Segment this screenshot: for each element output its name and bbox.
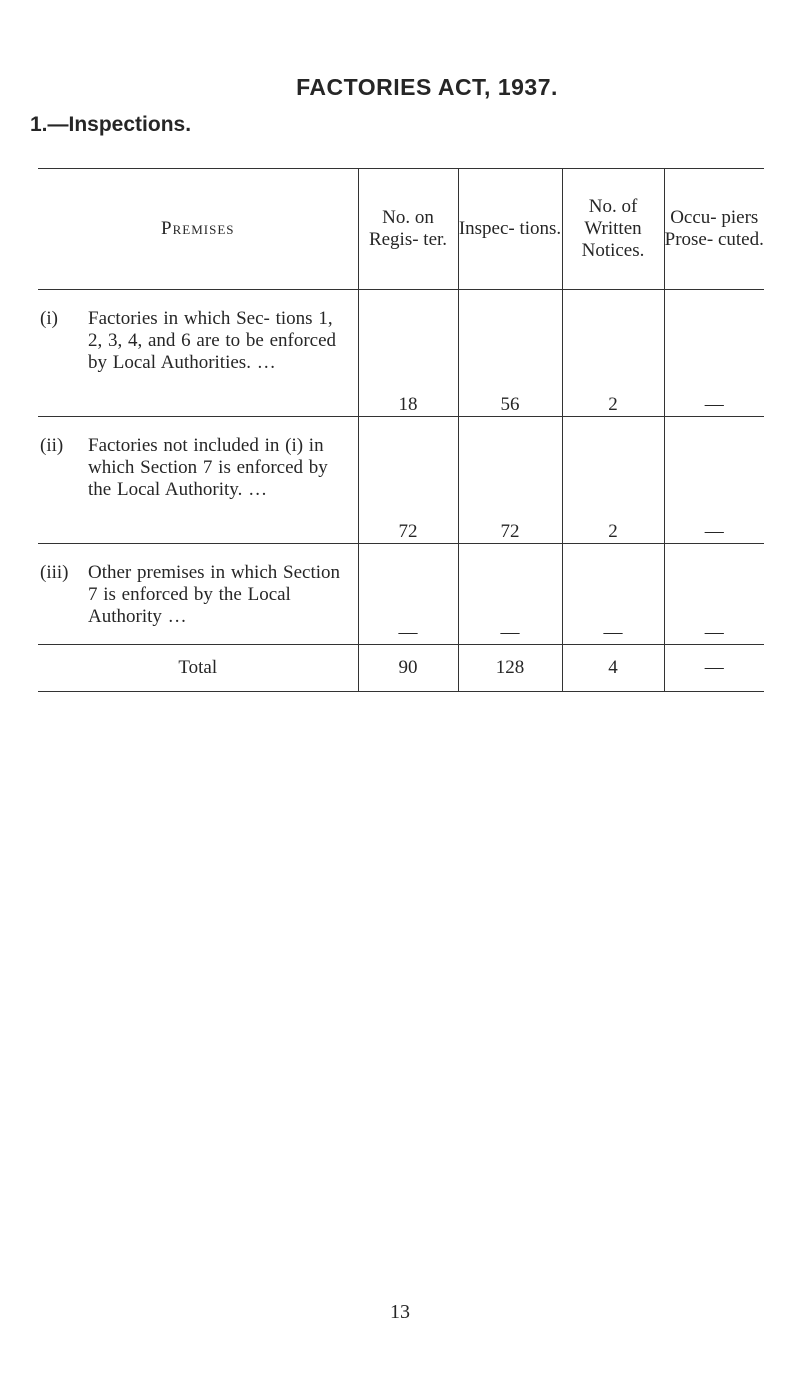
section-heading: 1.—Inspections. (30, 113, 192, 136)
document-title: FACTORIES ACT, 1937. (296, 74, 558, 100)
cell-notices: — (562, 544, 664, 645)
cell-prosecuted: — (664, 290, 764, 417)
table-header-row (38, 169, 764, 290)
premises-cell (38, 417, 358, 544)
cell-prosecuted: — (664, 544, 764, 645)
page-number: 13 (390, 1301, 410, 1323)
table-row (38, 544, 764, 645)
row-description: Other premises in which Section 7 is enforced by the Local Authority … (88, 562, 341, 627)
row-number: (ii) (40, 435, 64, 456)
total-label: Total (178, 657, 218, 678)
row-number: (iii) (40, 562, 69, 583)
header-occupiers-prosecuted: Occu- piers Prose- cuted. (664, 169, 764, 290)
row-number: (i) (40, 308, 58, 329)
header-written-notices: No. of Written Notices. (562, 169, 664, 290)
total-inspections: 128 (458, 645, 562, 692)
total-prosecuted: — (664, 645, 764, 692)
cell-inspections: 56 (458, 290, 562, 417)
row-description: Factories not included in (i) in which Section 7 is enforced by the Local Authority. … (88, 435, 328, 500)
inspections-table (38, 168, 764, 692)
header-inspections: Inspec- tions. (458, 169, 562, 290)
row-description: Factories in which Sec- tions 1, 2, 3, 4, and 6 are to be enforced by Local Authorities. … (88, 308, 337, 373)
header-no-on-register: No. on Regis- ter. (358, 169, 458, 290)
cell-notices: 2 (562, 290, 664, 417)
cell-prosecuted: — (664, 417, 764, 544)
total-row (38, 645, 764, 692)
cell-inspections: 72 (458, 417, 562, 544)
cell-register: 72 (358, 417, 458, 544)
cell-register: 18 (358, 290, 458, 417)
premises-cell (38, 544, 358, 645)
table-row (38, 417, 764, 544)
table-row (38, 290, 764, 417)
cell-register: — (358, 544, 458, 645)
header-premises: Premises (161, 218, 235, 239)
cell-inspections: — (458, 544, 562, 645)
total-notices: 4 (562, 645, 664, 692)
premises-cell (38, 290, 358, 417)
cell-notices: 2 (562, 417, 664, 544)
total-register: 90 (358, 645, 458, 692)
